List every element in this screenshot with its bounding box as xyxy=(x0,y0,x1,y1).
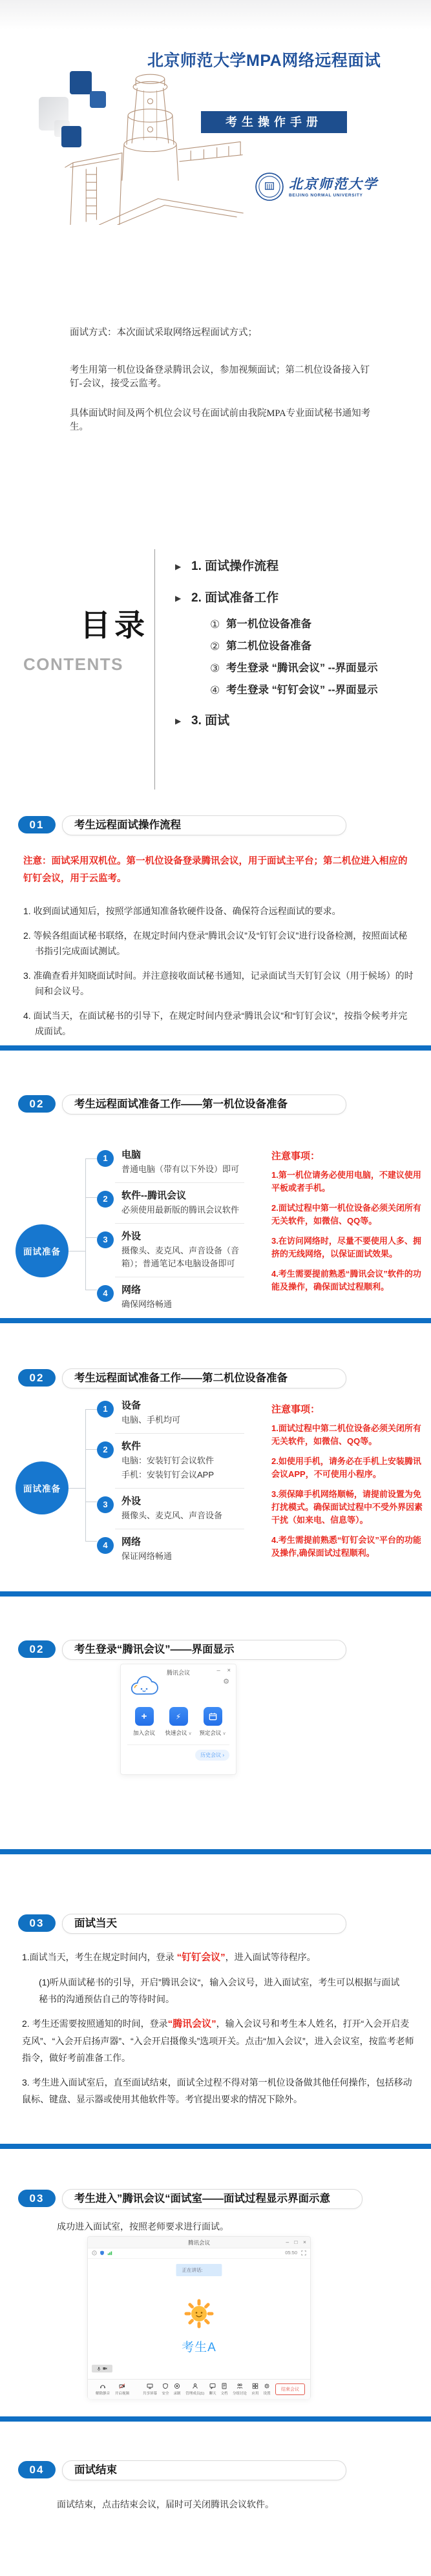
chevron-down-icon[interactable]: ∨ xyxy=(222,1732,226,1736)
sun-avatar xyxy=(182,2296,216,2331)
step-peripherals: 3 外设 摄像头、麦克风、声音设备（音箱）；普通笔记本电脑设备即可 xyxy=(97,1230,260,1270)
toc-subitem: ③ 考生登录 “腾讯会议” --界面显示 xyxy=(210,662,378,675)
toc-title-en: CONTENTS xyxy=(23,654,123,674)
interview-day-text xyxy=(22,1949,416,2115)
connector-line xyxy=(85,1197,97,1198)
section-title: 考生远程面试操作流程 xyxy=(62,815,346,835)
apps-button[interactable]: 应用 xyxy=(251,2383,259,2396)
participant-name: 考生A xyxy=(182,2341,216,2354)
handbook-badge: 考生操作手册 xyxy=(201,111,347,133)
toc-item: ▶ 1. 面试操作流程 xyxy=(175,560,279,573)
intro-paragraph: 面试方式：本次面试采取网络远程面试方式； xyxy=(70,328,257,338)
meeting-stage xyxy=(88,2259,310,2379)
start-video-button[interactable]: 开启视频 xyxy=(114,2383,130,2396)
signal-icon xyxy=(107,2250,112,2256)
university-seal-icon xyxy=(255,172,284,202)
shield-icon[interactable] xyxy=(100,2250,105,2256)
connector-line xyxy=(68,1488,85,1489)
intro-block xyxy=(70,326,376,434)
meeting-toolbar xyxy=(88,2379,310,2399)
section-divider xyxy=(0,2416,431,2422)
note-item: 1.面试过程中第二机位设备必须关闭所有无关软件，如微信、QQ等。 xyxy=(271,1423,421,1446)
arrow-bullet-icon: ▶ xyxy=(175,717,182,726)
document-icon xyxy=(221,2383,227,2389)
window-title: 腾讯会议 xyxy=(187,2239,210,2246)
step-number-badge: 3 xyxy=(97,1496,114,1513)
notes-title: 注意事项： xyxy=(271,1151,321,1162)
tencent-highlight: “腾讯会议” xyxy=(167,2018,216,2029)
note-item: 4.考生需要提前熟悉“腾讯会议”软件的功能及操作，确保面试过程顺利。 xyxy=(271,1269,421,1292)
member-icon xyxy=(192,2383,198,2389)
arrow-bullet-icon: ▶ xyxy=(175,562,182,571)
join-meeting-button[interactable]: + 加入会议 xyxy=(130,1707,158,1737)
meeting-lead-text: 成功进入面试室，按照老师要求进行面试。 xyxy=(57,2221,229,2232)
share-screen-button[interactable]: 共享屏幕 xyxy=(142,2383,158,2396)
connector-line xyxy=(85,1158,97,1159)
section-number-badge: 02 xyxy=(18,1369,56,1387)
cloud-logo-icon xyxy=(129,1673,160,1699)
toc-divider-line xyxy=(154,549,155,790)
toc-subitem: ④ 考生登录 “钉钉会议” --界面显示 xyxy=(210,684,378,696)
quick-meeting-button[interactable]: ⚡ 快速会议 ∨ xyxy=(164,1707,193,1737)
chevron-down-icon[interactable]: ∨ xyxy=(188,1732,192,1736)
notes-cam1 xyxy=(271,1149,429,1301)
toc-subitem: ② 第二机位设备准备 xyxy=(210,640,311,653)
connector-line xyxy=(85,1237,97,1238)
procedure-item: 3. 准确查看并知晓面试时间。并注意接收面试秘书通知，记录面试当天钉钉会议（用于候场）的时间和会议号。 xyxy=(23,970,414,996)
section-title: 考生远程面试准备工作——第二机位设备准备 xyxy=(62,1368,346,1388)
chat-button[interactable]: 聊天 xyxy=(209,2383,216,2396)
toc-title-cn: 目录 xyxy=(80,608,149,642)
close-icon[interactable]: × xyxy=(303,2239,306,2245)
procedure-item: 4. 面试当天，在面试秘书的引导下，在规定时间内登录“腾讯会议”和“钉钉会议”，按指令候考并完成面试。 xyxy=(23,1011,408,1036)
record-button[interactable]: 录制 xyxy=(173,2383,181,2396)
manage-members-button[interactable]: 管理成员(1) xyxy=(185,2383,205,2396)
procedure-item: 2. 等候各组面试秘书联络，在规定时间内登录“腾讯会议”及“钉钉会议”进行设备检测，按照面试秘书指引完成面试测试。 xyxy=(23,930,408,956)
step-number-badge: 2 xyxy=(97,1441,114,1458)
step-network: 4 网络 保证网络畅通 xyxy=(97,1536,260,1563)
procedure-item: 1. 收到面试通知后，按照学部通知准备软硬件设备、确保符合远程面试的要求。 xyxy=(23,906,341,916)
note-item: 1.第一机位请务必使用电脑，不建议使用平板或者手机。 xyxy=(271,1170,421,1193)
breakout-button[interactable]: 分组讨论 xyxy=(232,2383,247,2396)
note-item: 3.须保障手机网络顺畅，请提前设置为免打扰模式。确保面试过程中不受外界因素干扰（如来电、信息等）。 xyxy=(271,1489,423,1525)
interview-end-text: 面试结束，点击结束会议，届时可关闭腾讯会议软件。 xyxy=(57,2499,274,2509)
meeting-statusbar xyxy=(88,2248,310,2259)
section-number-badge: 01 xyxy=(18,816,56,833)
prep-root-node: 面试准备 xyxy=(16,1461,68,1514)
step-number-badge: 3 xyxy=(97,1231,114,1248)
section-number-badge: 02 xyxy=(18,1095,56,1113)
section-number-badge: 04 xyxy=(18,2461,56,2478)
step-number-badge: 4 xyxy=(97,1285,114,1302)
window-title: 腾讯会议 xyxy=(166,1670,190,1676)
meeting-titlebar xyxy=(88,2237,310,2248)
step-number-badge: 1 xyxy=(97,1401,114,1418)
step-number-badge: 4 xyxy=(97,1537,114,1554)
security-button[interactable]: 安全 xyxy=(162,2383,169,2396)
circled-number-icon: ④ xyxy=(210,684,220,696)
step-network: 4 网络 确保网络畅通 xyxy=(97,1284,260,1311)
step-separator xyxy=(115,1488,244,1489)
header-wash xyxy=(0,0,431,30)
screen-share-icon xyxy=(147,2383,153,2389)
step-number-badge: 1 xyxy=(97,1150,114,1167)
building-illustration xyxy=(59,65,247,225)
lightning-icon: ⚡ xyxy=(175,1712,182,1721)
mic-status-icon xyxy=(97,2367,101,2371)
plus-icon: + xyxy=(141,1711,147,1722)
note-item: 2.面试过程中第一机位设备必须关闭所有无关软件，如微信、QQ等。 xyxy=(271,1203,421,1226)
day-step-1-sub: (1)听从面试秘书的引导，开启”腾讯会议“，输入会议号，进入面试室，考生可以根据与面试秘书的沟通预估自己的等待时间。 xyxy=(39,1977,400,2004)
step-number-badge: 2 xyxy=(97,1191,114,1208)
step-separator xyxy=(115,1182,244,1183)
intro-paragraph: 考生用第一机位设备登录腾讯会议，参加视频面试；第二机位设备接入钉钉-会议，接受云监考。 xyxy=(70,365,370,389)
step-software: 2 软件 电脑：安装钉钉会议软件 手机：安装钉钉会议APP xyxy=(97,1440,260,1482)
university-logo xyxy=(255,172,378,202)
device-steps-cam1 xyxy=(97,1149,260,1311)
intro-paragraph: 具体面试时间及两个机位会议号在面试前由我院MPA专业面试秘书通知考生。 xyxy=(70,408,371,432)
circled-number-icon: ① xyxy=(210,618,220,631)
camera-off-icon xyxy=(119,2383,125,2389)
dual-camera-warning: 注意：面试采用双机位。第一机位设备登录腾讯会议，用于面试主平台；第二机位进入相应的钉钉会议，用于云监考。 xyxy=(23,856,408,884)
connector-line xyxy=(85,1449,97,1450)
home-actions xyxy=(121,1707,236,1737)
connector-line xyxy=(85,1409,86,1541)
end-meeting-button[interactable]: 结束会议 xyxy=(275,2383,305,2395)
fullscreen-icon[interactable] xyxy=(301,2250,306,2256)
tencent-meeting-home-window xyxy=(121,1664,236,1774)
chat-icon xyxy=(209,2383,216,2389)
section-title: 面试当天 xyxy=(62,1914,346,1934)
participant-status-icons xyxy=(92,2365,112,2372)
toc-item: ▶ 3. 面试 xyxy=(175,714,230,728)
close-icon[interactable]: × xyxy=(227,1667,231,1674)
section-number-badge: 03 xyxy=(18,2190,56,2207)
note-item: 4.考生需提前熟悉“钉钉会议”平台的功能及操作,确保面试过程顺利。 xyxy=(271,1535,421,1558)
notes-cam2 xyxy=(271,1402,429,1567)
toc-subitem: ① 第一机位设备准备 xyxy=(210,618,311,631)
prep-root-node: 面试准备 xyxy=(16,1224,68,1277)
connector-line xyxy=(85,1541,97,1542)
minimize-icon[interactable]: – xyxy=(286,2239,289,2245)
dingtalk-highlight: “钉钉会议” xyxy=(176,1952,226,1963)
schedule-meeting-button[interactable]: 预定会议 ∨ xyxy=(198,1707,227,1737)
cam-status-icon xyxy=(103,2367,107,2371)
arrow-bullet-icon: ▶ xyxy=(175,594,182,603)
step-separator xyxy=(115,1223,244,1224)
window-controls xyxy=(212,1667,231,1674)
step-separator xyxy=(115,1433,244,1434)
section-number-badge: 03 xyxy=(18,1914,56,1932)
notes-title: 注意事项： xyxy=(271,1404,321,1415)
headset-icon xyxy=(100,2383,106,2389)
section-title: 面试结束 xyxy=(62,2460,346,2480)
info-icon[interactable] xyxy=(92,2250,97,2256)
app-grid-icon xyxy=(252,2383,258,2389)
section-divider xyxy=(0,1045,431,1051)
step-peripherals: 3 外设 摄像头、麦克风、声音设备 xyxy=(97,1495,260,1522)
section-title: 考生登录“腾讯会议”——界面显示 xyxy=(62,1640,346,1660)
logo-cn-text: 北京师范大学 xyxy=(289,176,378,192)
speaking-banner: 正在讲话: xyxy=(176,2264,222,2276)
connector-line xyxy=(85,1409,97,1410)
toc-item: ▶ 2. 面试准备工作 xyxy=(175,591,279,605)
device-steps-cam2 xyxy=(97,1399,260,1563)
connector-line xyxy=(85,1158,86,1290)
gear-icon[interactable]: ⚙ xyxy=(223,1678,229,1686)
section-title: 考生进入”腾讯会议“面试室——面试过程显示界面示意 xyxy=(62,2189,363,2209)
day-step-2: 2. 考生还需要按照通知的时间，登录“腾讯会议”，输入会议号和考生本人姓名，打开“入会开启麦克风”、“入会开启扬声器”、“入会开启摄像头”选项开关。点击“加入会议”，进入会议室，按监考老师指令，做好考前准备工作。 xyxy=(22,2018,414,2063)
note-item: 3.在访问网络时，尽量不要使用人多、拥挤的无线网络，以保证面试效果。 xyxy=(271,1236,421,1259)
day-step-1: 1.面试当天，考生在规定时间内，登录 “钉钉会议”，进入面试等待程序。 xyxy=(22,1952,316,1963)
step-software: 2 软件--腾讯会议 必须使用最新版的腾讯会议软件 xyxy=(97,1189,260,1217)
maximize-icon[interactable]: □ xyxy=(294,2239,298,2245)
section-number-badge: 02 xyxy=(18,1640,56,1658)
settings-button[interactable]: 设置 xyxy=(263,2383,271,2396)
circled-number-icon: ② xyxy=(210,640,220,653)
home-divider xyxy=(127,1744,229,1745)
procedure-list xyxy=(23,903,415,1048)
step-device: 1 设备 电脑、手机均可 xyxy=(97,1399,260,1427)
breakout-rooms-icon xyxy=(237,2383,243,2389)
day-step-3: 3. 考生进入面试室后，直至面试结束，面试全过程不得对第一机位设备做其他任何操作，包括移动鼠标、键盘、显示器或使用其他软件等。考官提出要求的情况下除外。 xyxy=(22,2077,412,2104)
toc-list xyxy=(175,560,427,728)
record-icon xyxy=(174,2383,180,2389)
docs-button[interactable]: 文档 xyxy=(220,2383,228,2396)
step-computer: 1 电脑 普通电脑（带有以下外设）即可 xyxy=(97,1149,260,1176)
window-controls xyxy=(282,2239,306,2245)
page-title: 北京师范大学MPA网络远程面试 xyxy=(147,52,381,70)
section-divider xyxy=(0,1591,431,1597)
section-divider xyxy=(0,2144,431,2149)
section-divider xyxy=(0,1849,431,1854)
logo-en-text: BEIJING NORMAL UNIVERSITY xyxy=(289,193,363,198)
history-meetings-link[interactable]: 历史会议 › xyxy=(195,1750,229,1761)
note-item: 2.如使用手机，请务必在手机上安装腾讯会议APP，不可使用小程序。 xyxy=(271,1456,421,1479)
tencent-meeting-room-window xyxy=(88,2237,310,2398)
calendar-icon xyxy=(208,1712,218,1721)
section-divider xyxy=(0,1318,431,1323)
meeting-timer: 05:50 xyxy=(285,2250,297,2256)
shield-icon xyxy=(162,2383,169,2389)
minimize-icon[interactable]: – xyxy=(216,1667,220,1674)
section-title: 考生远程面试准备工作——第一机位设备准备 xyxy=(62,1094,346,1115)
gear-icon xyxy=(264,2383,270,2389)
circled-number-icon: ③ xyxy=(210,662,220,675)
unmute-button[interactable]: 解除静音 xyxy=(95,2383,110,2396)
